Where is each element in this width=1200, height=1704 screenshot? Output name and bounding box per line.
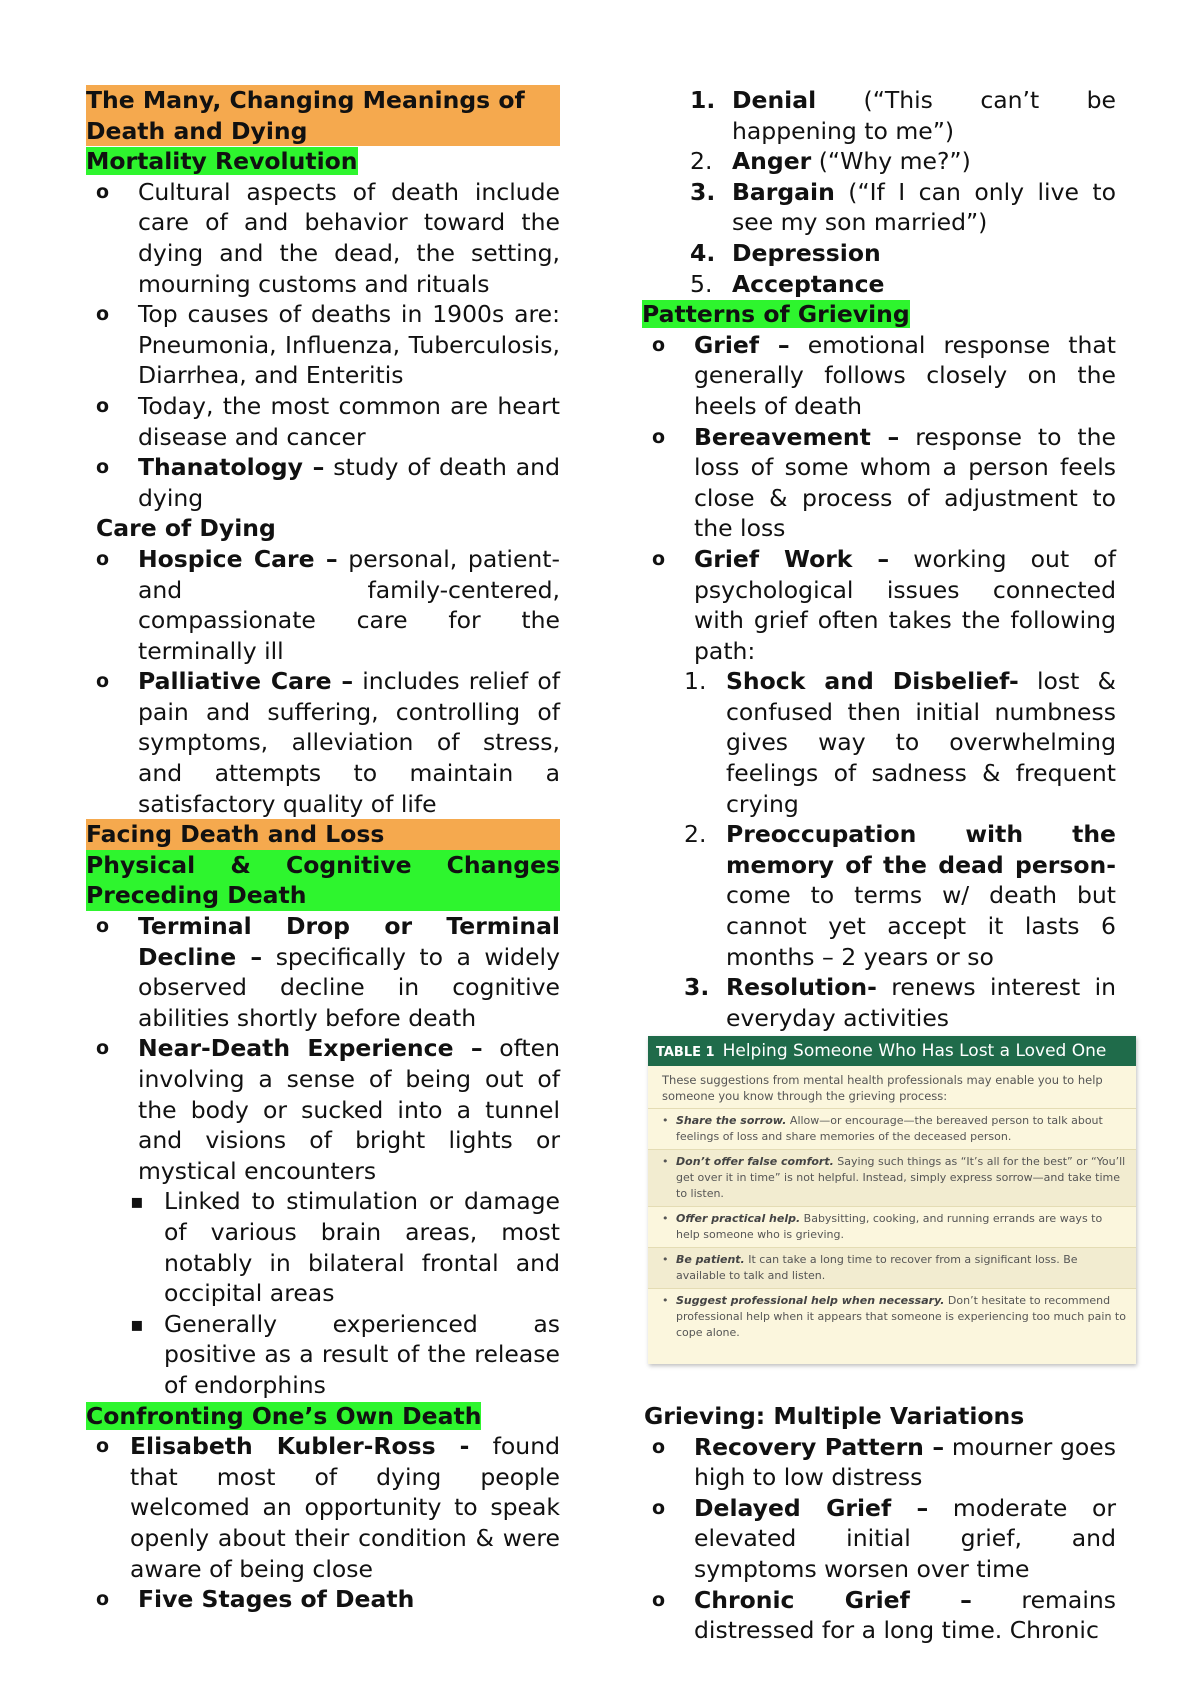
list-item: 1. Shock and Disbelief- lost & confused then initial numbness gives way to overwhelming feelings of sadness & frequent crying	[684, 667, 1116, 818]
heading-mortality-revolution: Mortality Revolution	[86, 147, 358, 176]
table-row: • Share the sorrow. Allow—or encourage—the bereaved person to talk about feelings of loss and share memories of the deceased person.	[648, 1108, 1136, 1149]
table-header	[648, 1036, 1136, 1066]
list-item: o Today, the most common are heart disease and cancer	[86, 391, 560, 452]
heading-physical-cognitive: Physical & Cognitive Changes Preceding Death	[86, 850, 560, 910]
list-item: o Cultural aspects of death include care of and behavior toward the dying and the dead, the setting, mourning customs and rituals	[86, 177, 560, 299]
list-item: o Elisabeth Kubler-Ross - found that most of dying people welcomed an opportunity to speak openly about their condition & were aware of being close	[86, 1431, 560, 1584]
list-item: o Near-Death Experience – often involving a sense of being out of the body or sucked into a tunnel and visions of bright lights or mystical encounters ▪ Linked to stimulation or damage of various brain areas, most notably in bilateral frontal and occipital areas ▪ Generally experienced as positive as a result of the release of endorphins	[86, 1033, 560, 1400]
list-item: o Recovery Pattern – mourner goes high to low distress	[642, 1432, 1116, 1493]
table-row: • Suggest professional help when necessary. Don’t hesitate to recommend professional help when it appears that someone is experiencing too much pain to cope alone.	[648, 1288, 1136, 1345]
left-column	[86, 85, 560, 1615]
five-stages-list	[690, 85, 1116, 299]
helping-table-figure	[648, 1036, 1136, 1364]
heading-grieving-variations: Grieving: Multiple Variations	[644, 1402, 1025, 1430]
variations-list	[642, 1432, 1116, 1646]
list-item: 2. Anger (“Why me?”)	[690, 147, 971, 176]
list-item: o Hospice Care – personal, patient- and family-centered, compassionate care for the terminally ill	[86, 544, 560, 666]
table-title: Helping Someone Who Has Lost a Loved One	[722, 1041, 1107, 1061]
list-item: 2. Preoccupation with the memory of the dead person- come to terms w/ death but cannot yet accept it lasts 6 months – 2 years or so	[684, 820, 1116, 971]
mortality-list	[86, 177, 560, 514]
sub-list-item: ▪ Linked to stimulation or damage of various brain areas, most notably in bilateral frontal and occipital areas	[130, 1186, 560, 1308]
section-title-meanings: The Many, Changing Meanings of Death and Dying	[86, 85, 560, 146]
table-row: • Don’t offer false comfort. Saying such things as “It’s all for the best” or “You’ll get over it in time” is not helpful. Instead, simply express sorrow—and take time to listen.	[648, 1149, 1136, 1206]
list-item: o Delayed Grief – moderate or elevated initial grief, and symptoms worsen over time	[642, 1493, 1116, 1585]
list-item: 3. Bargain (“If I can only live to see my son married”)	[690, 177, 1116, 237]
list-item: o Thanatology – study of death and dying	[86, 452, 560, 513]
list-item: o Five Stages of Death	[86, 1584, 560, 1615]
table-row: • Offer practical help. Babysitting, cooking, and running errands are ways to help someone who is grieving.	[648, 1206, 1136, 1247]
heading-patterns-of-grieving: Patterns of Grieving	[642, 300, 910, 329]
list-item: 5. Acceptance	[690, 269, 885, 298]
section-title-facing-death: Facing Death and Loss	[86, 819, 560, 850]
list-item: o Grief – emotional response that generally follows closely on the heels of death	[642, 330, 1116, 422]
list-item: o Palliative Care – includes relief of pain and suffering, controlling of symptoms, alleviation of stress, and attempts to maintain a satisfactory quality of life	[86, 666, 560, 819]
table-intro: These suggestions from mental health professionals may enable you to help someone you know through the grieving process:	[662, 1073, 1103, 1103]
right-column	[642, 85, 1116, 1033]
variations-section	[642, 1401, 1116, 1646]
care-list	[86, 544, 560, 819]
list-item: o Bereavement – response to the loss of some whom a person feels close & process of adjustment to the loss	[642, 422, 1116, 544]
grief-path-list	[684, 666, 1116, 1033]
nde-sublist	[130, 1186, 560, 1400]
heading-confronting-death: Confronting One’s Own Death	[86, 1401, 482, 1430]
physical-list	[86, 911, 560, 1401]
list-item: o Top causes of deaths in 1900s are: Pneumonia, Influenza, Tuberculosis, Diarrhea, and Enteritis	[86, 299, 560, 391]
confronting-list	[86, 1431, 560, 1615]
sub-list-item: ▪ Generally experienced as positive as a result of the release of endorphins	[130, 1309, 560, 1401]
list-item: o Grief Work – working out of psychological issues connected with grief often takes the following path: 1. Shock and Disbelief- lost & confused then initial numbness gives way to overwhelming feelings of sadness & frequent crying 2. Preoccupation with the memory of the dead person- come to terms w/ death but cannot yet accept it lasts 6 months – 2 years or so 3. Resolution- renews interest in everyday activities	[642, 544, 1116, 1034]
patterns-list	[642, 330, 1116, 1034]
list-item: 3. Resolution- renews interest in everyday activities	[684, 973, 1116, 1032]
table-tag: TABLE 1	[656, 1045, 715, 1060]
list-item: o Terminal Drop or Terminal Decline – specifically to a widely observed decline in cognitive abilities shortly before death	[86, 911, 560, 1033]
list-item: 4. Depression	[690, 238, 881, 267]
heading-care-of-dying: Care of Dying	[96, 514, 276, 543]
table-row: • Be patient. It can take a long time to recover from a significant loss. Be available to talk and listen.	[648, 1247, 1136, 1288]
list-item: o Chronic Grief – remains distressed for a long time. Chronic	[642, 1585, 1116, 1646]
list-item: 1. Denial (“This can’t be happening to me”)	[690, 86, 1116, 145]
